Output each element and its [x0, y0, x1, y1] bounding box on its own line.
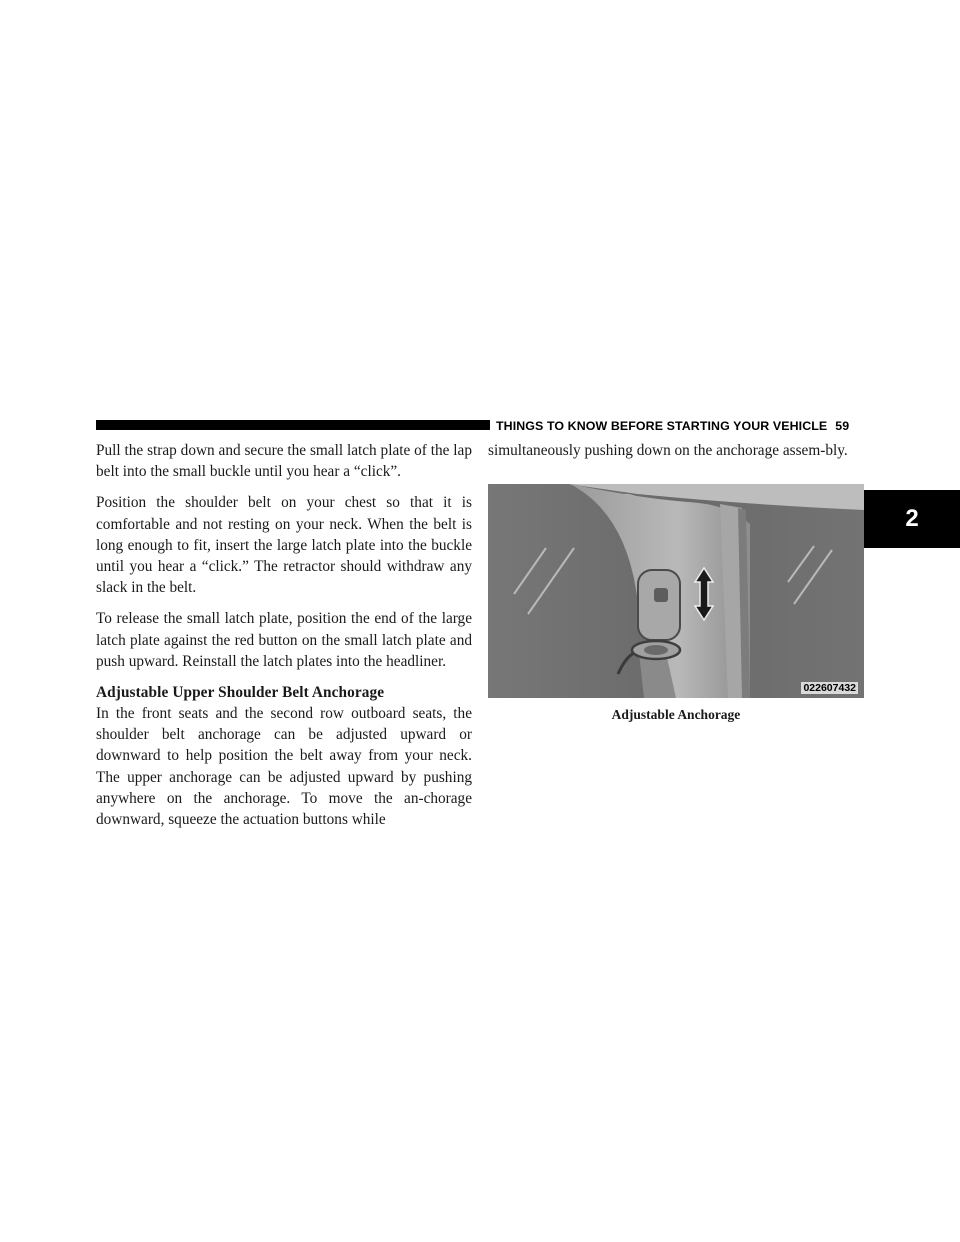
figure-code: 022607432: [803, 682, 856, 694]
page-number: 59: [835, 419, 850, 433]
chapter-tab: [864, 490, 960, 548]
running-header: [496, 418, 866, 434]
paragraph-latch: Pull the strap down and secure the small latch plate of the lap belt into the small buckle until you hear a “click”.: [96, 442, 472, 481]
header-rule-bar: [96, 420, 490, 430]
paragraph-shoulder-belt: Position the shoulder belt on your chest so that it is comfortable and not resting on your neck. When the belt is long enough to fit, insert the large latch plate into the buckle until you hear a “click.” The retractor should withdraw any slack in the belt.: [96, 494, 472, 597]
paragraph-anchorage: In the front seats and the second row outboard seats, the shoulder belt anchorage can be adjusted upward or downward to help position the belt away from your neck. The upper anchorage can be adjusted upward by pushing anywhere on the anchorage. To move the an-chorage downward, squeeze the actuation buttons while: [96, 705, 472, 829]
right-column: [488, 440, 864, 461]
figure-caption: Adjustable Anchorage: [611, 707, 741, 722]
paragraph-release: To release the small latch plate, position the end of the large latch plate against the red button on the small latch plate and push upward. Reinstall the latch plates into the headliner.: [96, 610, 472, 670]
anchorage-illustration: [488, 484, 864, 698]
anchorage-drawing: [488, 484, 864, 698]
subheading-anchorage: Adjustable Upper Shoulder Belt Anchorage: [96, 684, 385, 702]
section-title: THINGS TO KNOW BEFORE STARTING YOUR VEHICLE: [496, 419, 828, 433]
paragraph-continuation: simultaneously pushing down on the anchorage assem-bly.: [488, 442, 848, 459]
chapter-number: 2: [905, 505, 919, 532]
left-column: [96, 440, 472, 830]
